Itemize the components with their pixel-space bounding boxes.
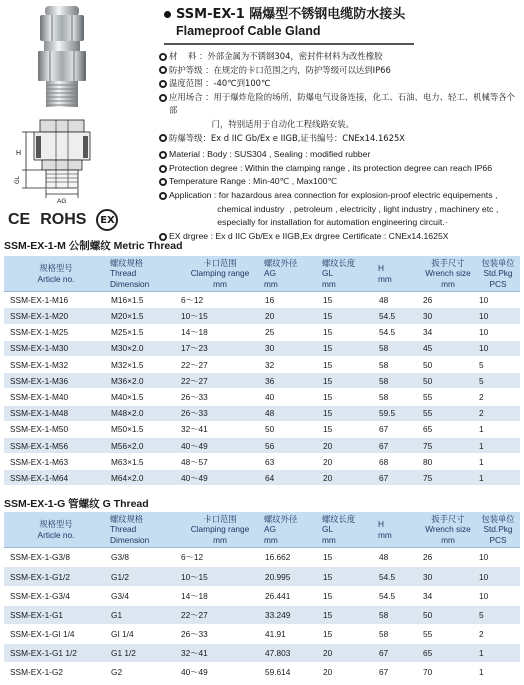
table-row (4, 324, 520, 340)
cell-article: SSM-EX-1-M64 (4, 470, 108, 486)
cell-ag: 30 (262, 340, 320, 356)
cell-article: SSM-EX-1-M36 (4, 373, 108, 389)
cell-h: 67 (376, 663, 420, 682)
cell-gl: 15 (320, 389, 376, 405)
cell-gl: 20 (320, 454, 376, 470)
cell-h: 54.5 (376, 586, 420, 605)
cell-h: 54.5 (376, 308, 420, 324)
cell-gl: 15 (320, 567, 376, 586)
table-row (4, 586, 520, 605)
spec-item: 应用场合 ：用于爆炸危险的场所，防爆电气设备连接，化工、石油、电力、轻工、机械等各个部 门，特别适用于自动化工程线路安装。 (156, 91, 518, 132)
cell-clamping: 22～27 (178, 373, 262, 389)
cell-thread: M48×2.0 (108, 405, 178, 421)
cell-article: SSM-EX-1-G2 (4, 663, 108, 682)
table-row (4, 437, 520, 453)
cell-h: 48 (376, 292, 420, 308)
cell-pkg: 1 (476, 663, 520, 682)
bullet-icon (159, 151, 167, 159)
title-bullet-icon (164, 11, 171, 18)
cell-h: 67 (376, 437, 420, 453)
cell-gl: 20 (320, 663, 376, 682)
cell-pkg: 1 (476, 454, 520, 470)
cell-pkg: 1 (476, 644, 520, 663)
cell-h: 48 (376, 548, 420, 567)
spec-item: Material : Body : SUS304 , Sealing : modified rubber (156, 148, 518, 162)
cell-gl: 15 (320, 356, 376, 372)
cell-thread: M40×1.5 (108, 389, 178, 405)
table-row (4, 624, 520, 643)
cell-clamping: 32～41 (178, 421, 262, 437)
cell-pkg: 2 (476, 405, 520, 421)
cell-thread: M16×1.5 (108, 292, 178, 308)
cell-gl: 15 (320, 586, 376, 605)
cell-wrench: 30 (420, 308, 476, 324)
cell-article: SSM-EX-1-M20 (4, 308, 108, 324)
cell-thread: G1 (108, 605, 178, 624)
cell-ag: 50 (262, 421, 320, 437)
cell-ag: 16.662 (262, 548, 320, 567)
cell-clamping: 6～12 (178, 548, 262, 567)
cell-clamping: 22～27 (178, 356, 262, 372)
bullet-icon (159, 66, 167, 74)
cell-h: 67 (376, 644, 420, 663)
cell-article: SSM-EX-1-M32 (4, 356, 108, 372)
cell-thread: M64×2.0 (108, 470, 178, 486)
col-article: 规格型号 Article no. (4, 256, 108, 292)
cell-wrench: 34 (420, 586, 476, 605)
cell-article: SSM-EX-1-M16 (4, 292, 108, 308)
cell-h: 58 (376, 373, 420, 389)
cell-clamping: 22～27 (178, 605, 262, 624)
cell-gl: 15 (320, 340, 376, 356)
cell-pkg: 10 (476, 308, 520, 324)
col-thread: 螺纹规格 Thread Dimension (108, 512, 178, 548)
title-divider (164, 43, 414, 45)
cell-pkg: 10 (476, 548, 520, 567)
cell-clamping: 48～57 (178, 454, 262, 470)
col-clamping: 卡口范围 Clamping range mm (178, 512, 262, 548)
cell-wrench: 30 (420, 567, 476, 586)
bullet-icon (159, 192, 167, 200)
cell-article: SSM-EX-1-G3/4 (4, 586, 108, 605)
g-thread-section-title: SSM-EX-1-G 管螺纹 G Thread (4, 498, 149, 510)
label-h: H (16, 150, 22, 157)
ex-mark: EX (96, 209, 118, 231)
specifications (156, 50, 518, 243)
cell-ag: 63 (262, 454, 320, 470)
cell-pkg: 2 (476, 624, 520, 643)
page-title: SSM-EX-1 隔爆型不锈钢电缆防水接头 (176, 7, 406, 22)
table-row (4, 548, 520, 567)
cell-pkg: 5 (476, 356, 520, 372)
spec-item: 防护等级 ：在规定的卡口范围之内，防护等级可以达到IP66 (156, 64, 518, 78)
table-row (4, 605, 520, 624)
cell-pkg: 10 (476, 567, 520, 586)
table-row (4, 389, 520, 405)
cell-ag: 56 (262, 437, 320, 453)
col-ag: 螺纹外径 AG mm (262, 512, 320, 548)
cell-article: SSM-EX-1-M40 (4, 389, 108, 405)
cell-clamping: 10～15 (178, 308, 262, 324)
cell-clamping: 40～49 (178, 437, 262, 453)
table-row (4, 340, 520, 356)
cell-ag: 25 (262, 324, 320, 340)
cell-article: SSM-EX-1-M25 (4, 324, 108, 340)
cell-thread: M36×2.0 (108, 373, 178, 389)
table-header-row (4, 512, 520, 548)
label-ag: AG (57, 198, 67, 205)
cell-thread: M32×1.5 (108, 356, 178, 372)
cell-gl: 15 (320, 421, 376, 437)
cell-ag: 41.91 (262, 624, 320, 643)
cell-ag: 47.803 (262, 644, 320, 663)
product-header (164, 6, 519, 45)
cell-wrench: 75 (420, 437, 476, 453)
bullet-icon (159, 134, 167, 142)
cell-thread: GI 1/4 (108, 624, 178, 643)
cell-h: 67 (376, 470, 420, 486)
table-row (4, 454, 520, 470)
cell-wrench: 50 (420, 605, 476, 624)
col-pkg: 包装单位 Std.Pkg PCS (476, 256, 520, 292)
table-row (4, 373, 520, 389)
col-article: 规格型号 Article no. (4, 512, 108, 548)
spec-item: Application : for hazardous area connection for explosion-proof electric equipements , chemical industry , petroleum , electricity , light industry , machinery etc , especially for installation for automation engineering circuit.· (156, 189, 518, 230)
spec-item: 温度范围 ：-40℃到100℃ (156, 77, 518, 91)
cell-article: SSM-EX-1-G1 (4, 605, 108, 624)
cell-article: SSM-EX-1-GI 1/4 (4, 624, 108, 643)
cell-gl: 15 (320, 548, 376, 567)
cell-clamping: 14～18 (178, 324, 262, 340)
cell-wrench: 50 (420, 373, 476, 389)
cell-h: 54.5 (376, 567, 420, 586)
cell-thread: M50×1.5 (108, 421, 178, 437)
cell-thread: G3/8 (108, 548, 178, 567)
cell-wrench: 55 (420, 405, 476, 421)
cell-pkg: 1 (476, 470, 520, 486)
col-pkg: 包装单位 Std.Pkg PCS (476, 512, 520, 548)
cell-h: 54.5 (376, 324, 420, 340)
cell-ag: 64 (262, 470, 320, 486)
cell-pkg: 10 (476, 340, 520, 356)
cell-gl: 15 (320, 373, 376, 389)
cell-wrench: 26 (420, 292, 476, 308)
rohs-mark: ROHS (40, 211, 87, 228)
col-thread: 螺纹规格 Thread Dimension (108, 256, 178, 292)
cell-thread: M25×1.5 (108, 324, 178, 340)
table-row (4, 470, 520, 486)
spec-item: Temperature Range : Min-40℃ , Max100℃ (156, 175, 518, 189)
cell-clamping: 40～49 (178, 663, 262, 682)
cell-ag: 32 (262, 356, 320, 372)
spec-item: Protection degree : Within the clamping range , its protection degree can reach IP66 (156, 162, 518, 176)
cell-pkg: 10 (476, 292, 520, 308)
cell-thread: M56×2.0 (108, 437, 178, 453)
cell-wrench: 55 (420, 624, 476, 643)
cell-clamping: 26～33 (178, 389, 262, 405)
cell-pkg: 10 (476, 324, 520, 340)
cell-wrench: 65 (420, 644, 476, 663)
cell-wrench: 26 (420, 548, 476, 567)
table-row (4, 405, 520, 421)
cell-pkg: 2 (476, 389, 520, 405)
col-h: H mm (376, 512, 420, 548)
col-wrench: 扳手尺寸 Wrench size mm (420, 512, 476, 548)
bullet-icon (159, 94, 167, 102)
cell-gl: 15 (320, 292, 376, 308)
cell-thread: M20×1.5 (108, 308, 178, 324)
cell-clamping: 17～23 (178, 340, 262, 356)
cell-gl: 15 (320, 605, 376, 624)
cell-thread: G1/2 (108, 567, 178, 586)
cell-article: SSM-EX-1-G1/2 (4, 567, 108, 586)
cell-clamping: 6～12 (178, 292, 262, 308)
col-wrench: 扳手尺寸 Wrench size mm (420, 256, 476, 292)
cell-ag: 26.441 (262, 586, 320, 605)
table-row (4, 663, 520, 682)
cell-ag: 59.614 (262, 663, 320, 682)
cell-clamping: 14～18 (178, 586, 262, 605)
spec-item: 防爆等级：Ex d IIC Gb/Ex e IIGB,证书编号：CNEx14.1625X (156, 132, 518, 146)
cell-ag: 16 (262, 292, 320, 308)
table-row (4, 644, 520, 663)
cell-h: 59.5 (376, 405, 420, 421)
cell-article: SSM-EX-1-G3/8 (4, 548, 108, 567)
metric-thread-table (4, 256, 520, 486)
cell-wrench: 45 (420, 340, 476, 356)
cell-pkg: 10 (476, 586, 520, 605)
cell-wrench: 80 (420, 454, 476, 470)
g-thread-table (4, 512, 520, 683)
cell-thread: G1 1/2 (108, 644, 178, 663)
cell-gl: 20 (320, 644, 376, 663)
table-row (4, 292, 520, 308)
cell-wrench: 34 (420, 324, 476, 340)
cell-h: 67 (376, 421, 420, 437)
bullet-icon (159, 80, 167, 88)
cell-pkg: 1 (476, 437, 520, 453)
dimension-drawing (22, 120, 90, 198)
cell-gl: 20 (320, 470, 376, 486)
page-subtitle: Flameproof Cable Gland (176, 24, 321, 38)
cell-article: SSM-EX-1-M63 (4, 454, 108, 470)
table-header-row (4, 256, 520, 292)
cell-clamping: 10～15 (178, 567, 262, 586)
cell-h: 58 (376, 340, 420, 356)
col-gl: 螺纹长度 GL mm (320, 256, 376, 292)
cell-gl: 15 (320, 324, 376, 340)
cell-thread: M63×1.5 (108, 454, 178, 470)
col-ag: 螺纹外径 AG mm (262, 256, 320, 292)
col-h: H mm (376, 256, 420, 292)
cell-h: 58 (376, 356, 420, 372)
cell-thread: G2 (108, 663, 178, 682)
cell-ag: 36 (262, 373, 320, 389)
cell-ag: 20.995 (262, 567, 320, 586)
cell-article: SSM-EX-1-G1 1/2 (4, 644, 108, 663)
bullet-icon (159, 178, 167, 186)
cell-pkg: 5 (476, 373, 520, 389)
cell-pkg: 5 (476, 605, 520, 624)
cell-wrench: 50 (420, 356, 476, 372)
cell-ag: 33.249 (262, 605, 320, 624)
ce-mark: CE (8, 211, 31, 228)
cell-h: 58 (376, 605, 420, 624)
cell-gl: 20 (320, 437, 376, 453)
col-clamping: 卡口范围 Clamping range mm (178, 256, 262, 292)
cell-ag: 20 (262, 308, 320, 324)
bullet-icon (159, 53, 167, 61)
metric-section-title: SSM-EX-1-M 公制螺纹 Metric Thread (4, 240, 183, 252)
table-row (4, 308, 520, 324)
cell-gl: 15 (320, 308, 376, 324)
cell-wrench: 70 (420, 663, 476, 682)
product-illustration (0, 0, 150, 205)
cell-h: 58 (376, 624, 420, 643)
cable-gland-photo (38, 6, 86, 107)
cell-ag: 40 (262, 389, 320, 405)
table-row (4, 567, 520, 586)
cell-ag: 48 (262, 405, 320, 421)
cell-thread: G3/4 (108, 586, 178, 605)
cell-article: SSM-EX-1-M50 (4, 421, 108, 437)
col-gl: 螺纹长度 GL mm (320, 512, 376, 548)
cell-gl: 15 (320, 405, 376, 421)
cell-gl: 15 (320, 624, 376, 643)
certification-marks (8, 206, 118, 234)
table-row (4, 356, 520, 372)
cell-article: SSM-EX-1-M30 (4, 340, 108, 356)
cell-pkg: 1 (476, 421, 520, 437)
cell-h: 58 (376, 389, 420, 405)
cell-thread: M30×2.0 (108, 340, 178, 356)
cell-article: SSM-EX-1-M56 (4, 437, 108, 453)
cell-clamping: 32～41 (178, 644, 262, 663)
cell-article: SSM-EX-1-M48 (4, 405, 108, 421)
cell-wrench: 55 (420, 389, 476, 405)
spec-item: 材 料 ：外部金属为不锈钢304，密封件材料为改性橡胶 (156, 50, 518, 64)
spec-item: EX drgree : Ex d IIC Gb/Ex e IIGB,Ex drgree Certificate : CNEx14.1625X (156, 230, 518, 244)
cell-wrench: 65 (420, 421, 476, 437)
label-gl: GL (15, 175, 21, 184)
cell-h: 68 (376, 454, 420, 470)
cell-wrench: 75 (420, 470, 476, 486)
bullet-icon (159, 165, 167, 173)
cell-clamping: 26～33 (178, 405, 262, 421)
cell-clamping: 40～49 (178, 470, 262, 486)
cell-clamping: 26～33 (178, 624, 262, 643)
table-row (4, 421, 520, 437)
